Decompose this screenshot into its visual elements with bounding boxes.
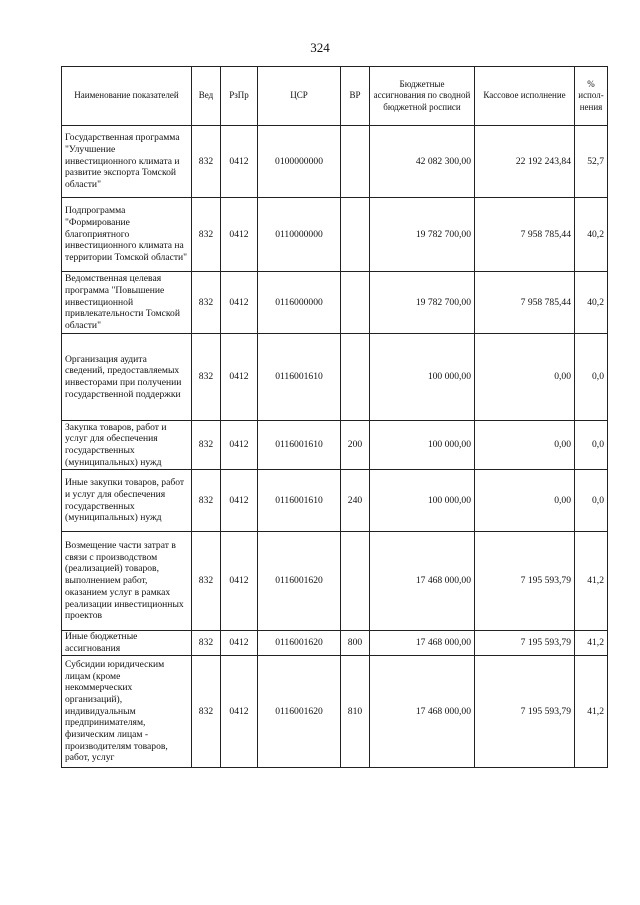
row-assign: 100 000,00 [370,334,475,421]
row-rzpr: 0412 [221,126,258,198]
row-assign: 19 782 700,00 [370,198,475,272]
row-ved: 832 [192,272,221,334]
row-rzpr: 0412 [221,198,258,272]
row-vr [341,532,370,631]
row-name: Субсидии юридическим лицам (кроме некоммерческих организаций), индивидуальным предпринимателям, физическим лицам - производителям товаров, работ, услуг [62,656,192,768]
table-row [62,272,608,334]
header-cash: Кассовое исполнение [475,67,575,126]
row-pct: 0,0 [575,470,608,532]
header-assign: Бюджетные ассигнования по сводной бюджетной росписи [370,67,475,126]
row-rzpr: 0412 [221,334,258,421]
row-rzpr: 0412 [221,470,258,532]
row-assign: 100 000,00 [370,470,475,532]
row-name: Возмещение части затрат в связи с производством (реализацией) товаров, выполнением работ, оказанием услуг в рамках реализации инвестиционных проектов [62,532,192,631]
row-cash: 7 195 593,79 [475,656,575,768]
row-cash: 0,00 [475,470,575,532]
table-row [62,532,608,631]
row-pct: 41,2 [575,631,608,656]
table-row [62,126,608,198]
row-ved: 832 [192,532,221,631]
row-pct: 0,0 [575,334,608,421]
row-vr [341,272,370,334]
row-rzpr: 0412 [221,421,258,470]
table-row [62,198,608,272]
header-name: Наименование показателей [62,67,192,126]
row-cash: 7 958 785,44 [475,272,575,334]
row-pct: 41,2 [575,532,608,631]
row-assign: 19 782 700,00 [370,272,475,334]
row-vr [341,334,370,421]
row-ved: 832 [192,470,221,532]
row-name: Организация аудита сведений, предоставляемых инвесторами при получении государственной поддержки [62,334,192,421]
row-csr: 0116001620 [258,656,341,768]
table-row [62,470,608,532]
table-row [62,421,608,470]
budget-table [61,66,608,768]
header-vr: ВР [341,67,370,126]
row-pct: 52,7 [575,126,608,198]
row-csr: 0116001620 [258,631,341,656]
row-assign: 42 082 300,00 [370,126,475,198]
row-csr: 0116001610 [258,334,341,421]
row-vr: 200 [341,421,370,470]
row-assign: 100 000,00 [370,421,475,470]
row-cash: 0,00 [475,421,575,470]
row-csr: 0100000000 [258,126,341,198]
row-assign: 17 468 000,00 [370,656,475,768]
row-ved: 832 [192,656,221,768]
row-vr: 800 [341,631,370,656]
row-pct: 0,0 [575,421,608,470]
table-row [62,656,608,768]
row-csr: 0116000000 [258,272,341,334]
row-assign: 17 468 000,00 [370,532,475,631]
row-name: Закупка товаров, работ и услуг для обеспечения государственных (муниципальных) нужд [62,421,192,470]
row-pct: 40,2 [575,272,608,334]
row-cash: 7 195 593,79 [475,631,575,656]
row-ved: 832 [192,198,221,272]
row-pct: 41,2 [575,656,608,768]
row-rzpr: 0412 [221,532,258,631]
header-ved: Вед [192,67,221,126]
row-vr: 240 [341,470,370,532]
row-ved: 832 [192,126,221,198]
row-vr [341,126,370,198]
header-csr: ЦСР [258,67,341,126]
row-rzpr: 0412 [221,631,258,656]
table-row [62,334,608,421]
table-header-row [62,67,608,126]
row-cash: 22 192 243,84 [475,126,575,198]
row-csr: 0116001610 [258,421,341,470]
row-rzpr: 0412 [221,272,258,334]
row-ved: 832 [192,421,221,470]
row-csr: 0116001620 [258,532,341,631]
row-vr [341,198,370,272]
row-csr: 0110000000 [258,198,341,272]
page-number: 324 [310,40,330,55]
row-pct: 40,2 [575,198,608,272]
table-row [62,631,608,656]
header-rzpr: РзПр [221,67,258,126]
row-assign: 17 468 000,00 [370,631,475,656]
row-name: Подпрограмма "Формирование благоприятного инвестиционного климата на территории Томской области" [62,198,192,272]
row-name: Государственная программа "Улучшение инвестиционного климата и развитие экспорта Томской области" [62,126,192,198]
row-ved: 832 [192,631,221,656]
row-rzpr: 0412 [221,656,258,768]
header-pct: % испол-нения [575,67,608,126]
row-name: Иные закупки товаров, работ и услуг для обеспечения государственных (муниципальных) нужд [62,470,192,532]
row-cash: 7 195 593,79 [475,532,575,631]
row-cash: 7 958 785,44 [475,198,575,272]
row-vr: 810 [341,656,370,768]
row-csr: 0116001610 [258,470,341,532]
row-ved: 832 [192,334,221,421]
row-name: Ведомственная целевая программа "Повышение инвестиционной привлекательности Томской области" [62,272,192,334]
row-name: Иные бюджетные ассигнования [62,631,192,656]
row-cash: 0,00 [475,334,575,421]
